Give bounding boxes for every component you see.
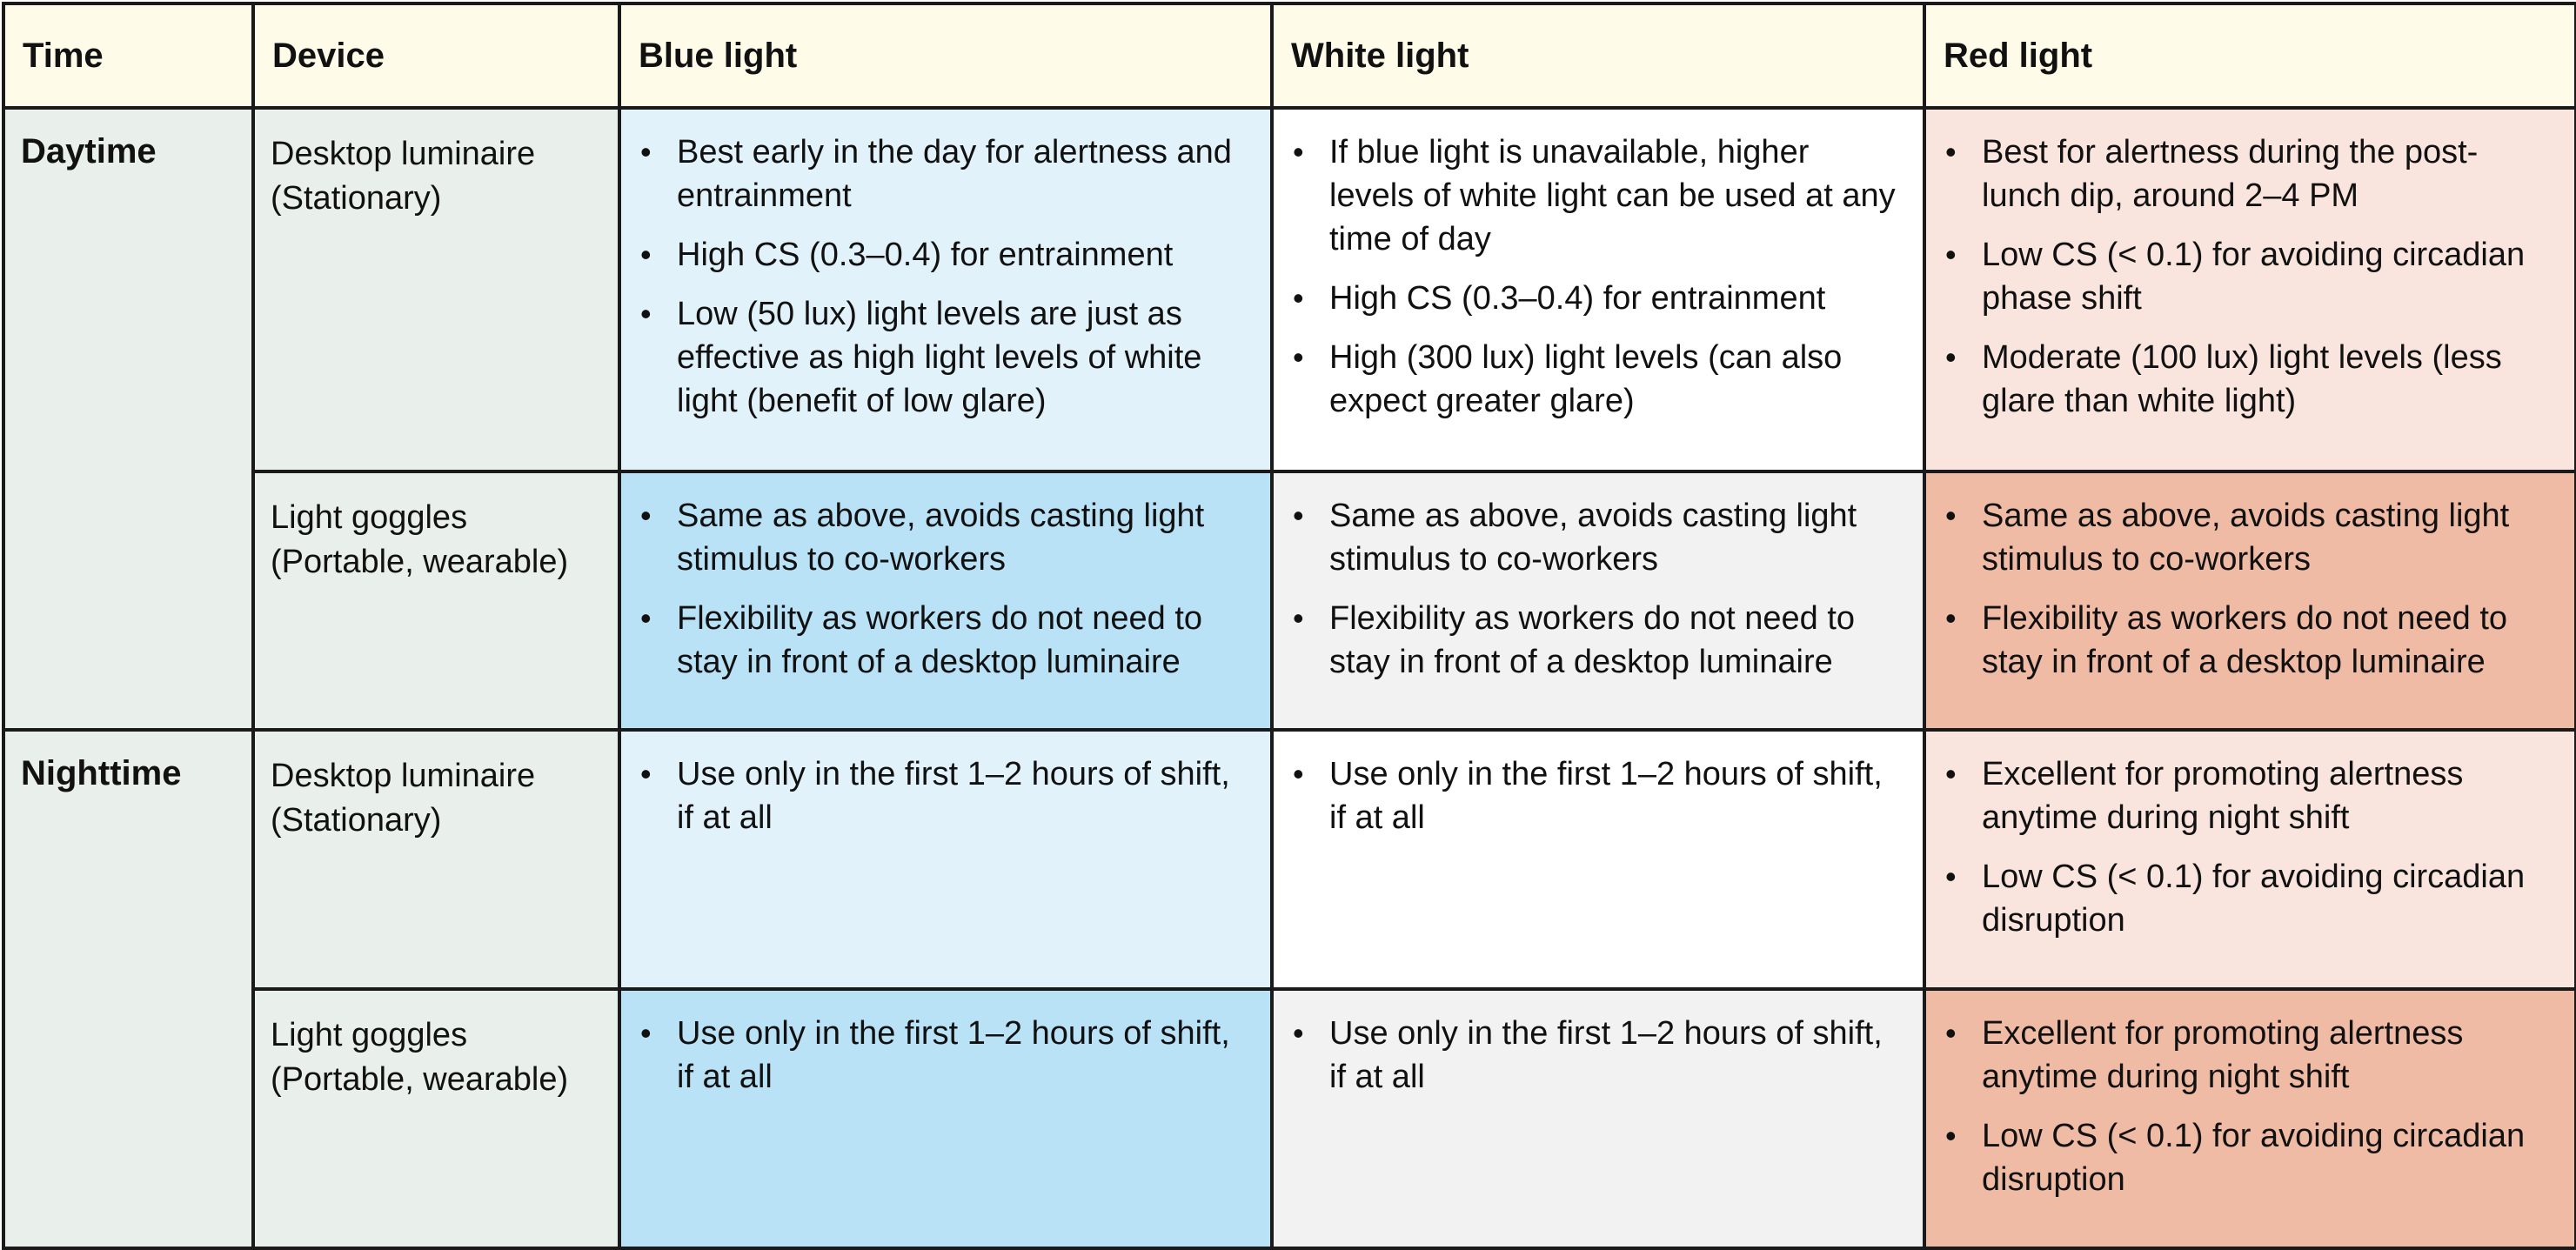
light-comparison-table bbox=[2, 2, 2576, 1250]
white-light-cell bbox=[1272, 730, 1924, 989]
list-item: • Low CS (< 0.1) for avoiding circadian phase shift bbox=[1944, 233, 2550, 320]
device-name: Light goggles bbox=[271, 499, 468, 536]
list-item: • Use only in the first 1–2 hours of shift, if at all bbox=[1291, 752, 1898, 839]
list-item: • Same as above, avoids casting light stimulus to co-workers bbox=[1291, 494, 1898, 581]
list-item: • Use only in the first 1–2 hours of shift, if at all bbox=[639, 752, 1246, 839]
header-row bbox=[3, 3, 2576, 108]
header-time: Time bbox=[3, 3, 253, 108]
table-row bbox=[3, 989, 2576, 1248]
red-light-cell bbox=[1924, 730, 2576, 989]
header-white-light: White light bbox=[1272, 3, 1924, 108]
header-red-light: Red light bbox=[1924, 3, 2576, 108]
blue-light-cell bbox=[619, 471, 1272, 730]
blue-light-cell bbox=[619, 989, 1272, 1248]
header-device: Device bbox=[253, 3, 619, 108]
list-item: • If blue light is unavailable, higher levels of white light can be used at any time of day bbox=[1291, 130, 1898, 261]
time-label-daytime: Daytime bbox=[3, 108, 253, 730]
red-light-cell bbox=[1924, 471, 2576, 730]
list-item: • Excellent for promoting alertness anytime during night shift bbox=[1944, 1012, 2550, 1099]
device-cell bbox=[253, 730, 619, 989]
device-cell bbox=[253, 108, 619, 471]
list-item: • Best early in the day for alertness and entrainment bbox=[639, 130, 1246, 217]
list-item: • Excellent for promoting alertness anytime during night shift bbox=[1944, 752, 2550, 839]
device-type: (Stationary) bbox=[271, 180, 442, 217]
list-item: • High (300 lux) light levels (can also expect greater glare) bbox=[1291, 336, 1898, 423]
list-item: • Flexibility as workers do not need to stay in front of a desktop luminaire bbox=[1291, 597, 1898, 684]
device-name: Light goggles bbox=[271, 1017, 468, 1053]
list-item: • Same as above, avoids casting light stimulus to co-workers bbox=[1944, 494, 2550, 581]
list-item: • Low CS (< 0.1) for avoiding circadian disruption bbox=[1944, 1114, 2550, 1201]
list-item: • Best for alertness during the post-lunch dip, around 2–4 PM bbox=[1944, 130, 2550, 217]
device-cell bbox=[253, 989, 619, 1248]
list-item: • Use only in the first 1–2 hours of shift, if at all bbox=[1291, 1012, 1898, 1099]
device-type: (Portable, wearable) bbox=[271, 544, 569, 580]
device-type: (Stationary) bbox=[271, 802, 442, 839]
device-name: Desktop luminaire bbox=[271, 136, 536, 172]
list-item: • Use only in the first 1–2 hours of shift, if at all bbox=[639, 1012, 1246, 1099]
blue-light-cell bbox=[619, 730, 1272, 989]
device-name: Desktop luminaire bbox=[271, 758, 536, 794]
list-item: • Low CS (< 0.1) for avoiding circadian disruption bbox=[1944, 855, 2550, 942]
table-row bbox=[3, 471, 2576, 730]
list-item: • High CS (0.3–0.4) for entrainment bbox=[639, 233, 1246, 277]
red-light-cell bbox=[1924, 108, 2576, 471]
blue-light-cell bbox=[619, 108, 1272, 471]
red-light-cell bbox=[1924, 989, 2576, 1248]
white-light-cell bbox=[1272, 471, 1924, 730]
list-item: • Moderate (100 lux) light levels (less glare than white light) bbox=[1944, 336, 2550, 423]
list-item: • Flexibility as workers do not need to stay in front of a desktop luminaire bbox=[639, 597, 1246, 684]
table-row bbox=[3, 730, 2576, 989]
time-label-nighttime: Nighttime bbox=[3, 730, 253, 1248]
white-light-cell bbox=[1272, 989, 1924, 1248]
header-blue-light: Blue light bbox=[619, 3, 1272, 108]
device-cell bbox=[253, 471, 619, 730]
list-item: • Low (50 lux) light levels are just as effective as high light levels of white light (benefit of low glare) bbox=[639, 292, 1246, 423]
list-item: • High CS (0.3–0.4) for entrainment bbox=[1291, 277, 1898, 320]
list-item: • Flexibility as workers do not need to stay in front of a desktop luminaire bbox=[1944, 597, 2550, 684]
white-light-cell bbox=[1272, 108, 1924, 471]
list-item: • Same as above, avoids casting light stimulus to co-workers bbox=[639, 494, 1246, 581]
table-row bbox=[3, 108, 2576, 471]
device-type: (Portable, wearable) bbox=[271, 1061, 569, 1098]
